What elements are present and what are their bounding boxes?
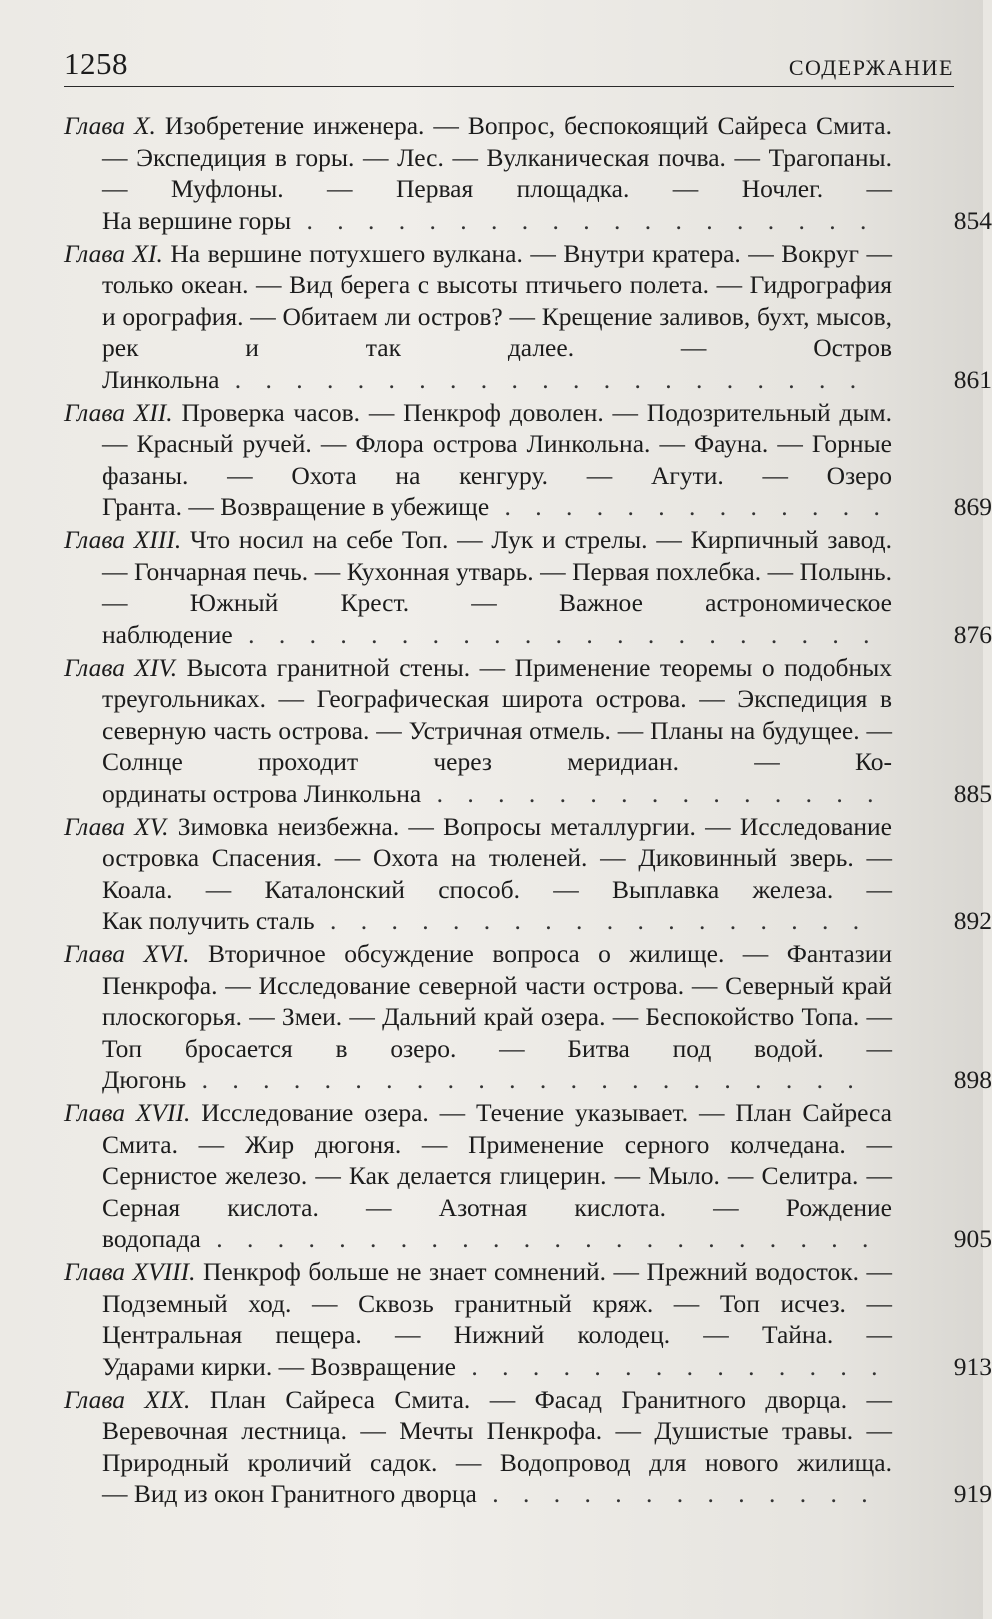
chapter-description: Проверка часов. — Пенкроф доволен. — Подозрительный дым. — Красный ручей. — Флора острова Линкольна. — Фауна. — Горные фазаны. — Охота на кенгуру. — Агути. — Озеро [102,397,893,490]
chapter-description-end: Линкольна [102,364,220,394]
leader-dots: . . . . . . . . . . . . . . . [421,778,883,808]
leader-dots: . . . . . . . . . . . . . . . . . . . . . . [186,1065,863,1094]
leader-dots: . . . . . . . . . . . . . . [455,1351,887,1381]
toc-entry [64,524,992,650]
chapter-description: На вершине потухшего вулкана. — Внутри кратера. — Вокруг — только океан. — Вид берега с высоты птичьего полета. — Гидрография и орография. — Обитаем ли остров? — Крещение заливов, бухт, мысов, рек и так далее. — Остров [102,238,892,362]
leader-dots: . . . . . . . . . . . . . . . . . . . . . [232,619,879,649]
chapter-description-end: наблюдение [102,619,233,649]
leader-dots: . . . . . . . . . . . . . . . . . . . . . . [200,1224,878,1253]
chapter-number: Глава XVII. [64,1098,191,1127]
toc-entry [64,811,992,937]
chapter-description-end: Дюгонь [102,1065,187,1094]
leader-dots: . . . . . . . . . . . . . [476,1479,877,1508]
chapter-number: Глава X. [64,111,156,140]
chapter-description: Вторичное обсуждение вопроса о жилище. — Фантазии Пенкрофа. — Исследование северной части острова. — Северный край плоскогорья. — Змеи. — Дальний край озера. — Беспокойство Топа. — Топ бросается в озеро. — Битва под водой. — [102,939,893,1063]
chapter-description: Что носил на себе Топ. — Лук и стрелы. — Кирпичный завод. — Гончарная печь. — Кухонная утварь. — Первая похлебка. — Полынь. — Южный Крест. — Важное астрономическое [102,525,892,617]
chapter-number: Глава XIV. [64,652,178,682]
chapter-number: Глава XVIII. [64,1257,196,1286]
toc-entry [64,238,992,396]
chapter-description-end: На вершине горы [102,205,292,235]
chapter-number: Глава XVI. [64,939,190,968]
chapter-description: Высота гранитной стены. — Применение теоремы о подобных треугольниках. — Географическая широта острова. — Экспедиция в северную часть острова. — Устричная отмель. — Планы на будущее. — Солнце проходит через меридиан. — Ко- [102,652,892,776]
chapter-description-end: — Вид из окон Гранитного дворца [102,1479,477,1508]
chapter-number: Глава XI. [64,238,163,268]
page-reference: 913 [953,1351,992,1381]
leader-dots: . . . . . . . . . . . . . . . . . . . . . [219,364,866,394]
toc-entry [64,938,992,1096]
page-reference: 892 [953,906,992,935]
toc-entry [64,1097,992,1255]
page-reference: 885 [953,778,992,808]
page-reference: 861 [953,364,992,394]
chapter-description-end: водопада [102,1224,201,1253]
toc-entry [64,397,992,523]
chapter-description-end: Как получить сталь [102,906,315,935]
page-reference: 854 [953,205,992,235]
chapter-description: Пенкроф больше не знает сомнений. — Прежний водосток. — Подземный ход. — Сквозь гранитный кряж. — Топ исчез. — Центральная пещера. — Нижний колодец. — Тайна. — [102,1257,892,1349]
chapter-number: Глава XIII. [64,525,182,554]
table-of-contents [64,110,992,1511]
page-number: 1258 [64,46,128,81]
page-header [64,42,954,87]
chapter-description: Исследование озера. — Течение указывает. — План Сайреса Смита. — Жир дюгоня. — Применение серного колчедана. — Сернистое железо. — Как делается глицерин. — Мыло. — Селитра. — Серная кислота. — Азотная кислота. — Рождение [102,1098,892,1222]
toc-entry [64,652,992,810]
chapter-description-end: ординаты острова Линкольна [102,778,422,808]
chapter-description-end: Гранта. — Возвращение в убежище [102,492,490,521]
leader-dots: . . . . . . . . . . . . . . . . . . . [291,205,876,235]
page-reference: 869 [953,492,992,521]
toc-entry [64,1384,992,1510]
chapter-number: Глава XV. [64,811,169,841]
chapter-description: Изобретение инженера. — Вопрос, беспокоящий Сайреса Смита. — Экспедиция в горы. — Лес. — Вулканическая почва. — Трагопаны. — Муфлоны. — Первая площадка. — Ночлег. — [102,111,892,203]
page-reference: 876 [953,619,992,649]
chapter-description: План Сайреса Смита. — Фасад Гранитного дворца. — Веревочная лестница. — Мечты Пенкрофа. — Душистые травы. — Природный кроличий садок. — Водопровод для нового жилища. [102,1384,892,1477]
leader-dots: . . . . . . . . . . . . . . . . . . [314,906,869,935]
page-reference: 919 [953,1479,992,1508]
chapter-description: Зимовка неизбежна. — Вопросы металлургии. — Исследование островка Спасения. — Охота на тюленей. — Диковинный зверь. — Коала. — Каталонский способ. — Выплавка железа. — [102,811,892,904]
toc-entry [64,1256,992,1382]
leader-dots: . . . . . . . . . . . . . [489,492,889,521]
chapter-number: Глава XIX. [64,1384,191,1414]
page-reference: 905 [953,1224,992,1253]
chapter-description-end: Ударами кирки. — Возвращение [102,1351,456,1381]
page-reference: 898 [953,1065,992,1094]
toc-entry [64,110,992,236]
chapter-number: Глава XII. [64,397,173,427]
running-title: СОДЕРЖАНИЕ [788,55,954,80]
